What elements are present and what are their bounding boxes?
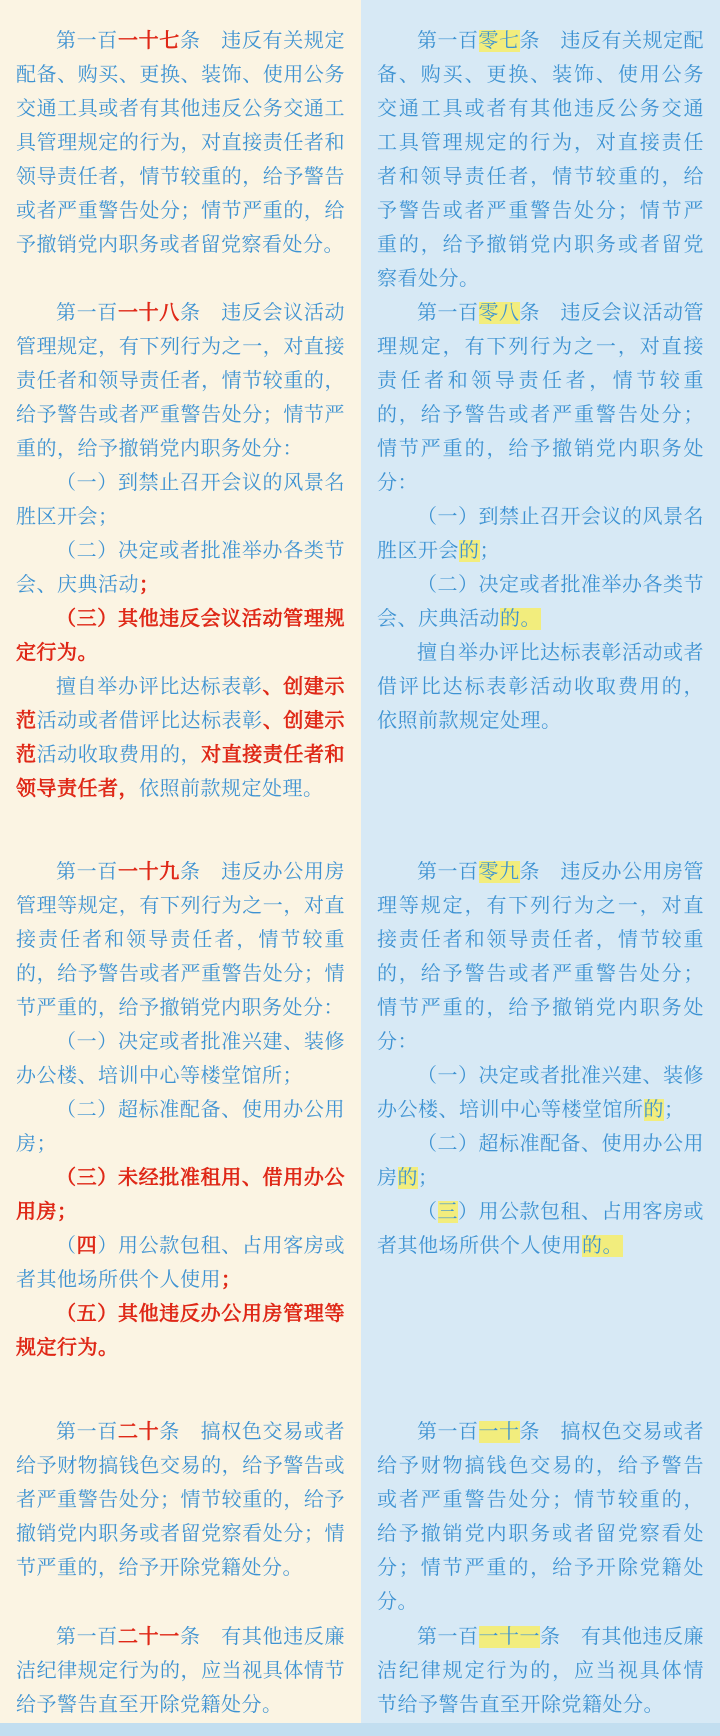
- highlighted-text-segment: 零八: [478, 302, 520, 324]
- emphasis-text-segment: 一十九: [117, 861, 180, 883]
- text-segment: 条 违反有关规定配备、购买、更换、装饰、使用公务交通工具或者有其他违反公务交通工具管理规定的行为，对直接责任者和领导责任者，情节较重的，给予警告或者严重警告处分；情节严重的，给予撤销党内职务或者留党察看处分。: [377, 30, 704, 290]
- text-segment: ；: [479, 540, 500, 562]
- article-paragraph: [377, 568, 704, 636]
- text-segment: （二）决定或者批准举办各类节会、庆典活动: [16, 540, 345, 596]
- article-paragraph: [16, 296, 345, 466]
- emphasis-text-segment: 对直接责任者和领导责任者，: [16, 744, 346, 800]
- text-segment: 第一百: [56, 861, 118, 883]
- emphasis-text-segment: 一十七: [117, 30, 180, 52]
- highlighted-text-segment: 零七: [478, 30, 520, 52]
- article-paragraph: [377, 1127, 704, 1195]
- highlighted-text-segment: 的。: [500, 608, 541, 630]
- emphasis-text-segment: 、创建示范: [16, 710, 346, 766]
- article-paragraph: [377, 855, 704, 1059]
- article-paragraph: [377, 1415, 704, 1619]
- text-segment: 第一百: [417, 1421, 479, 1443]
- text-segment: 第一百: [417, 302, 479, 324]
- text-segment: 擅自举办评比达标表彰: [56, 676, 263, 698]
- text-segment: （: [417, 1201, 438, 1223]
- text-segment: ）用公款包租、占用客房或者其他场所供个人使用: [16, 1235, 346, 1291]
- text-segment: 第一百: [56, 30, 118, 52]
- text-segment: （: [56, 1235, 77, 1257]
- emphasis-text-segment: 二十: [117, 1421, 160, 1443]
- highlighted-text-segment: 的: [397, 1167, 418, 1189]
- text-segment: 条 违反办公用房管理等规定，有下列行为之一，对直接责任者和领导责任者，情节较重的，给予警告或者严重警告处分；情节严重的，给予撤销党内职务处分：: [377, 861, 704, 1053]
- text-segment: 第一百: [417, 861, 479, 883]
- text-segment: （一）到禁止召开会议的风景名胜区开会；: [16, 472, 345, 528]
- emphasis-text-segment: （三）未经批准租用、借用办公用房；: [16, 1167, 345, 1223]
- article-paragraph: [377, 1195, 704, 1263]
- next-section-band: [0, 1723, 720, 1736]
- emphasis-text-segment: ；: [221, 1269, 242, 1291]
- article-paragraph: [16, 1229, 345, 1297]
- emphasis-text-segment: ；: [139, 574, 160, 596]
- article: [0, 1415, 361, 1585]
- text-segment: （一）决定或者批准兴建、装修办公楼、培训中心等楼堂馆所；: [16, 1031, 345, 1087]
- text-segment: （一）决定或者批准兴建、装修办公楼、培训中心等楼堂馆所: [377, 1065, 704, 1121]
- article-paragraph: [16, 534, 345, 602]
- text-segment: 条 搞权色交易或者给予财物搞钱色交易的，给予警告或者严重警告处分；情节较重的，给予撤销党内职务或者留党察看处分；情节严重的，给予开除党籍处分。: [16, 1421, 346, 1579]
- emphasis-text-segment: （五）其他违反办公用房管理等规定行为。: [16, 1303, 345, 1359]
- text-segment: （一）到禁止召开会议的风景名胜区开会: [377, 506, 704, 562]
- article: [361, 1415, 720, 1619]
- article-paragraph: [16, 1161, 345, 1229]
- text-segment: 条 违反有关规定配备、购买、更换、装饰、使用公务交通工具或者有其他违反公务交通工具管理规定的行为，对直接责任者和领导责任者，情节较重的，给予警告或者严重警告处分；情节严重的，给予撤销党内职务或者留党察看处分。: [16, 30, 346, 256]
- article: [0, 24, 361, 262]
- article: [0, 855, 361, 1365]
- highlighted-text-segment: 一十: [478, 1421, 520, 1443]
- text-segment: 条 有其他违反廉洁纪律规定行为的，应当视具体情节给予警告直至开除党籍处分。: [16, 1626, 346, 1716]
- article: [0, 1620, 361, 1722]
- text-segment: （二）超标准配备、使用办公用房: [377, 1133, 704, 1189]
- article-paragraph: [377, 500, 704, 568]
- article-paragraph: [377, 24, 704, 296]
- article-paragraph: [377, 636, 704, 738]
- article-paragraph: [16, 1025, 345, 1093]
- article-paragraph: [16, 24, 345, 262]
- article: [361, 855, 720, 1263]
- highlighted-text-segment: 的。: [582, 1235, 623, 1257]
- text-segment: 条 有其他违反廉洁纪律规定行为的，应当视具体情节给予警告直至开除党籍处分。: [377, 1626, 704, 1716]
- text-segment: ；: [664, 1099, 685, 1121]
- text-segment: 活动或者借评比达标表彰: [36, 710, 263, 732]
- text-segment: 条 违反办公用房管理等规定，有下列行为之一，对直接责任者和领导责任者，情节较重的，给予警告或者严重警告处分；情节严重的，给予撤销党内职务处分：: [16, 861, 346, 1019]
- text-segment: 第一百: [56, 302, 118, 324]
- article-paragraph: [16, 602, 345, 670]
- article-paragraph: [377, 1620, 704, 1722]
- highlighted-text-segment: 的: [643, 1099, 664, 1121]
- highlighted-text-segment: 零九: [478, 861, 520, 883]
- article-paragraph: [377, 296, 704, 500]
- text-segment: 第一百: [56, 1421, 118, 1443]
- text-segment: 第一百: [417, 30, 479, 52]
- text-segment: 条 违反会议活动管理规定，有下列行为之一，对直接责任者和领导责任者，情节较重的，给予警告或者严重警告处分；情节严重的，给予撤销党内职务处分：: [16, 302, 346, 460]
- article: [0, 296, 361, 806]
- article-paragraph: [16, 1297, 345, 1365]
- emphasis-text-segment: 四: [76, 1235, 98, 1257]
- article-paragraph: [16, 1093, 345, 1161]
- text-segment: ）用公款包租、占用客房或者其他场所供个人使用: [377, 1201, 704, 1257]
- article: [361, 24, 720, 296]
- text-segment: 条 搞权色交易或者给予财物搞钱色交易的，给予警告或者严重警告处分；情节较重的，给予撤销党内职务或者留党察看处分；情节严重的，给予开除党籍处分。: [377, 1421, 704, 1613]
- text-segment: 擅自举办评比达标表彰活动或者借评比达标表彰活动收取费用的，依照前款规定处理。: [377, 642, 704, 732]
- text-segment: 第一百: [56, 1626, 118, 1648]
- article-paragraph: [16, 855, 345, 1025]
- text-segment: 第一百: [417, 1626, 479, 1648]
- emphasis-text-segment: （三）其他违反会议活动管理规定行为。: [16, 608, 345, 664]
- article-paragraph: [16, 1415, 345, 1585]
- article-paragraph: [377, 1059, 704, 1127]
- text-segment: （二）超标准配备、使用办公用房；: [16, 1099, 345, 1155]
- article-paragraph: [16, 670, 345, 806]
- text-segment: 条 违反会议活动管理规定，有下列行为之一，对直接责任者和领导责任者，情节较重的，给予警告或者严重警告处分；情节严重的，给予撤销党内职务处分：: [377, 302, 704, 494]
- text-segment: 依照前款规定处理。: [139, 778, 324, 800]
- article: [361, 296, 720, 738]
- original-text-column: [361, 0, 720, 1736]
- text-segment: ；: [418, 1167, 439, 1189]
- highlighted-text-segment: 一十一: [478, 1626, 540, 1648]
- emphasis-text-segment: 二十一: [117, 1626, 180, 1648]
- article-paragraph: [16, 1620, 345, 1722]
- text-segment: 活动收取费用的，: [36, 744, 202, 766]
- emphasis-text-segment: 、创建示范: [16, 676, 346, 732]
- emphasis-text-segment: 一十八: [117, 302, 180, 324]
- highlighted-text-segment: 的: [459, 540, 480, 562]
- text-segment: （二）决定或者批准举办各类节会、庆典活动: [377, 574, 704, 630]
- highlighted-text-segment: 三: [437, 1201, 458, 1223]
- article: [361, 1620, 720, 1722]
- article-paragraph: [16, 466, 345, 534]
